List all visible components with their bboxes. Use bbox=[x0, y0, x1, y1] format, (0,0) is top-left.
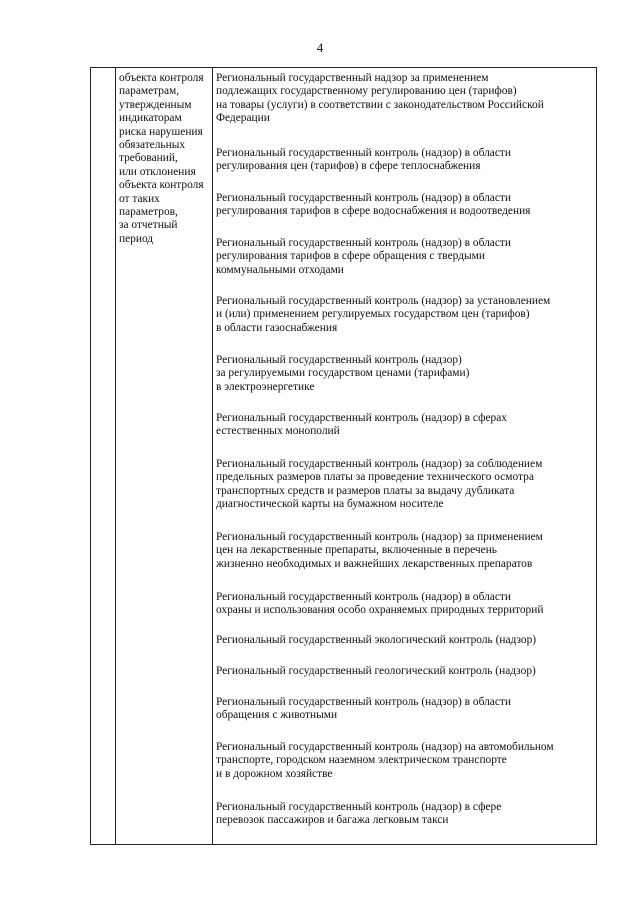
column-divider-1 bbox=[115, 68, 116, 844]
control-type-entry: Региональный государственный надзор за применением подлежащих государственному регулированию цен (тарифов) на товары (услуги) в соответствии с законодательством Российской Федерации bbox=[216, 72, 544, 125]
control-type-entry: Региональный государственный контроль (надзор) в области обращения с животными bbox=[216, 696, 511, 722]
control-type-entry: Региональный государственный геологический контроль (надзор) bbox=[216, 665, 536, 677]
control-type-entry: Региональный государственный контроль (надзор) за установлением и (или) применением регулируемых государством цен (тарифов) в области газоснабжения bbox=[216, 295, 551, 334]
control-types-table bbox=[90, 67, 597, 845]
control-type-entry: Региональный государственный контроль (надзор) в сфере перевозок пассажиров и багажа легковым такси bbox=[216, 801, 502, 827]
control-type-entry: Региональный государственный контроль (надзор) за применением цен на лекарственные препараты, включенные в перечень жизненно необходимых и важнейших лекарственных препаратов bbox=[216, 531, 543, 570]
control-type-entry: Региональный государственный контроль (надзор) в области регулирования цен (тарифов) в сфере теплоснабжения bbox=[216, 147, 511, 173]
control-type-entry: Региональный государственный контроль (надзор) в области охраны и использования особо охраняемых природных территорий bbox=[216, 591, 544, 617]
control-type-entry: Региональный государственный контроль (надзор) за регулируемыми государством ценами (тарифами) в электроэнергетике bbox=[216, 354, 470, 393]
control-type-entry: Региональный государственный контроль (надзор) на автомобильном транспорте, городском наземном электрическом транспорте и в дорожном хозяйстве bbox=[216, 741, 554, 780]
page-number: 4 bbox=[316, 40, 324, 55]
control-type-entry: Региональный государственный контроль (надзор) за соблюдением предельных размеров платы за проведение технического осмотра транспортных средств и размеров платы за выдачу дубликата диагностической карты на бумажном носителе bbox=[216, 458, 543, 511]
control-type-entry: Региональный государственный контроль (надзор) в сферах естественных монополий bbox=[216, 412, 507, 438]
control-type-entry: Региональный государственный экологический контроль (надзор) bbox=[216, 634, 537, 646]
criteria-cell: объекта контроля параметрам, утвержденным индикаторам риска нарушения обязательных требований, или отклонения объекта контроля от таких параметров, за отчетный период bbox=[119, 72, 204, 245]
control-type-entry: Региональный государственный контроль (надзор) в области регулирования тарифов в сфере водоснабжения и водоотведения bbox=[216, 192, 531, 218]
control-type-entry: Региональный государственный контроль (надзор) в области регулирования тарифов в сфере обращения с твердыми коммунальными отходами bbox=[216, 237, 511, 276]
